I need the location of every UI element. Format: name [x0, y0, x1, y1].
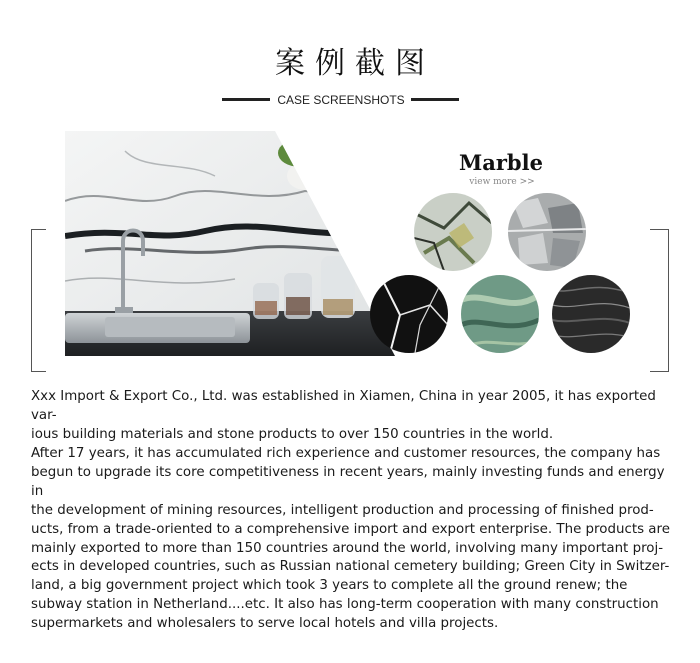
marble-swatch[interactable] — [552, 275, 630, 353]
frame-bracket-left — [31, 229, 46, 372]
text-line: ious building materials and stone products to over 150 countries in the world. — [31, 426, 554, 442]
history-paragraph — [31, 445, 676, 634]
marble-swatch[interactable] — [370, 275, 448, 353]
text-line: ucts, from a trade-oriented to a comprehensive import and export enterprise. The products are — [31, 521, 670, 537]
text-line: the development of mining resources, intelligent production and processing of finished prod- — [31, 502, 654, 518]
text-line: Xxx Import & Export Co., Ltd. was established in Xiamen, China in year 2005, it has exported var- — [31, 389, 656, 423]
frame-bracket-right — [650, 229, 669, 372]
marble-swatch[interactable] — [414, 193, 492, 271]
page-subtitle: CASE SCREENSHOTS — [277, 93, 405, 107]
subtitle-row — [0, 90, 700, 110]
kitchen-photo — [65, 131, 395, 356]
text-line: ects in developed countries, such as Russian national cemetery building; Green City in Switzer- — [31, 559, 670, 575]
marble-swatch[interactable] — [508, 193, 586, 271]
text-line: begun to upgrade its core competitiveness in recent years, mainly investing funds and energy in — [31, 464, 665, 499]
page-title: 案例截图 — [275, 46, 435, 81]
view-more-link[interactable]: view more >> — [469, 177, 535, 187]
intro-paragraph — [31, 388, 676, 445]
text-line: mainly exported to more than 150 countries around the world, involving many important proj- — [31, 540, 664, 556]
text-line: subway station in Netherland....etc. It also has long-term cooperation with many construction — [31, 597, 659, 613]
marble-swatch[interactable] — [461, 275, 539, 353]
text-line: land, a big government project which took 3 years to complete all the ground renew; the — [31, 578, 628, 594]
divider-right — [411, 98, 459, 101]
divider-left — [222, 98, 270, 101]
text-line: After 17 years, it has accumulated rich experience and customer resources, the company has — [31, 446, 661, 461]
category-title: Marble — [459, 150, 543, 175]
text-line: supermarkets and wholesalers to serve local hotels and villa projects. — [31, 616, 499, 632]
